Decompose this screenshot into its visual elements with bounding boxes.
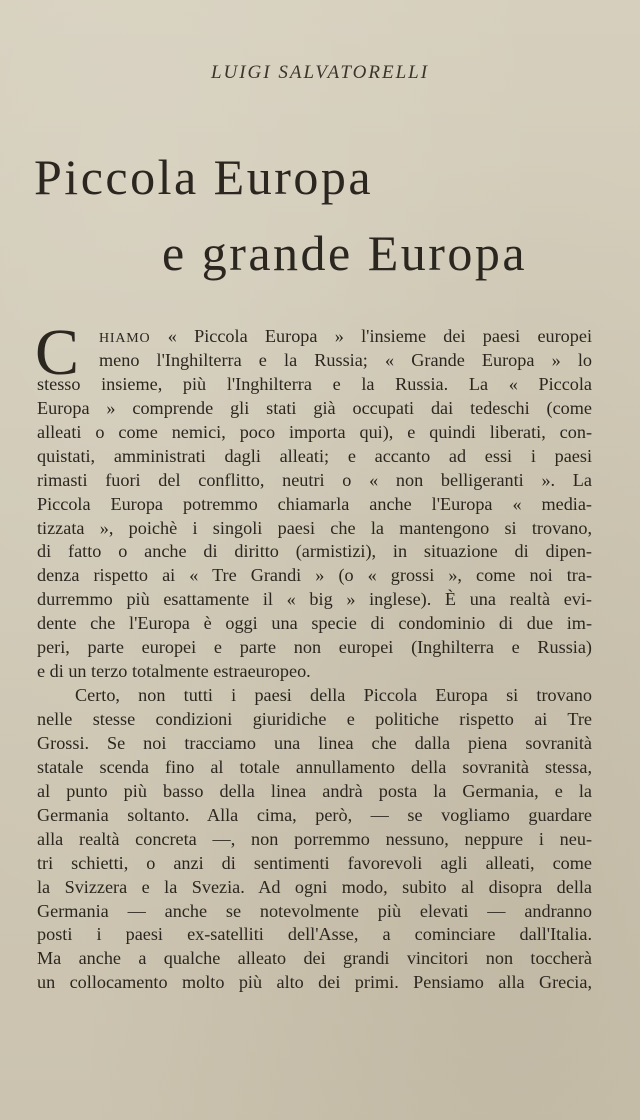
paragraph-line: Certo, non tutti i paesi della Piccola Europa si trovano xyxy=(75,685,592,706)
paragraph-line: Europa » comprende gli stati già occupati dai tedeschi (come xyxy=(37,397,592,418)
paragraph-line: la Svizzera e la Svezia. Ad ogni modo, subito al disopra della xyxy=(37,876,592,897)
paragraph-1 xyxy=(35,316,592,684)
first-word-smallcaps: HIAMO xyxy=(99,331,151,346)
paragraph-line: tizzata », poichè i singoli paesi che la mantengono si trovano, xyxy=(37,517,592,538)
title-line-2: e grande Europa xyxy=(162,225,528,281)
article-body xyxy=(35,316,592,995)
paragraph-line: stesso insieme, più l'Inghilterra e la Russia. La « Piccola xyxy=(37,373,592,394)
paragraph-line: Ma anche a qualche alleato dei grandi vincitori non toccherà xyxy=(37,948,592,969)
paragraph-line: HIAMO « Piccola Europa » l'insieme dei paesi europei xyxy=(99,326,592,346)
paragraph-line: al punto più basso della linea andrà posta la Germania, e la xyxy=(37,780,592,801)
paragraph-line: e di un terzo totalmente estraeuropeo. xyxy=(37,661,311,682)
drop-cap-letter: C xyxy=(35,316,80,389)
paragraph-line: Piccola Europa potremmo chiamarla anche l'Europa « media- xyxy=(37,493,592,514)
paragraph-line: Grossi. Se noi tracciamo una linea che dalla piena sovranità xyxy=(37,732,592,753)
paragraph-line: nelle stesse condizioni giuridiche e politiche rispetto ai Tre xyxy=(37,709,592,729)
paragraph-line: di fatto o anche di diritto (armistizi), in situazione di dipen- xyxy=(37,541,592,562)
paragraph-line: durremmo più esattamente il « big » inglese). È una realtà evi- xyxy=(37,589,592,610)
paragraph-line: peri, parte europei e parte non europei (Inghilterra e Russia) xyxy=(37,637,592,658)
title-line-1: Piccola Europa xyxy=(34,149,374,205)
paragraph-line: tri schietti, o anzi di sentimenti favorevoli agli alleati, come xyxy=(37,852,592,873)
paragraph-line: alla realtà concreta —, non porremmo nessuno, neppure i neu- xyxy=(37,828,592,849)
paragraph-line: un collocamento molto più alto dei primi. Pensiamo alla Grecia, xyxy=(37,972,592,993)
paragraph-line: quistati, amministrati dagli alleati; e accanto ad essi i paesi xyxy=(37,445,592,466)
paragraph-line: meno l'Inghilterra e la Russia; « Grande Europa » lo xyxy=(99,349,592,370)
paragraph-line: posti i paesi ex-satelliti dell'Asse, a cominciare dall'Italia. xyxy=(37,924,592,945)
paragraph-line: Germania soltanto. Alla cima, però, — se vogliamo guardare xyxy=(37,804,592,825)
paragraph-line: denza rispetto ai « Tre Grandi » (o « grossi », come noi tra- xyxy=(37,565,592,586)
paragraph-2 xyxy=(37,684,592,995)
paragraph-line: dente che l'Europa è oggi una specie di condominio di due im- xyxy=(37,613,592,634)
paragraph-line: statale scenda fino al totale annullamento della sovranità stessa, xyxy=(37,756,592,777)
author-name: LUIGI SALVATORELLI xyxy=(210,62,430,83)
paragraph-line: rimasti fuori del conflitto, neutri o « non belligeranti ». La xyxy=(37,469,592,490)
paragraph-line: Germania — anche se notevolmente più elevati — andranno xyxy=(37,900,592,921)
paragraph-line: alleati o come nemici, poco importa qui), e quindi liberati, con- xyxy=(37,421,592,442)
